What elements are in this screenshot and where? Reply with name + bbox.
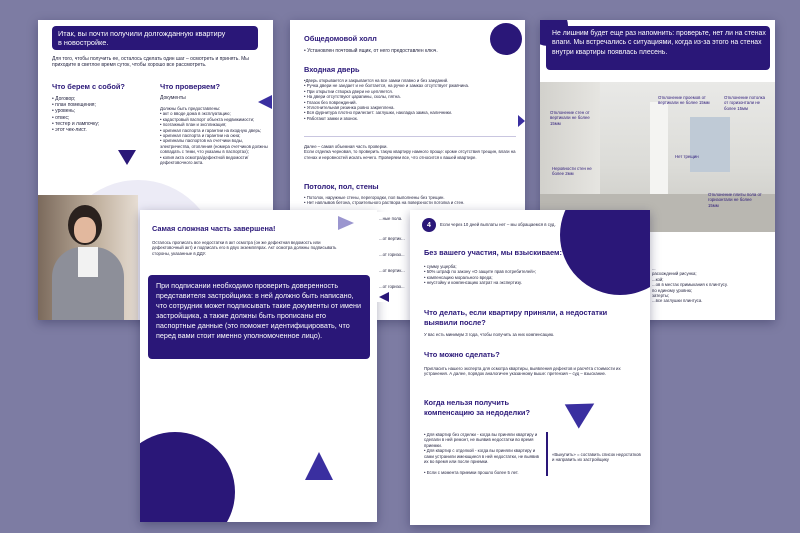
- page-2-title-hall: Общедомовой холл: [304, 34, 377, 43]
- triangle-decoration: [338, 216, 354, 230]
- photo-label: Отклонение стен от вертикали не более 15мм: [550, 110, 590, 126]
- page-5: [410, 210, 650, 525]
- triangle-decoration: [118, 150, 136, 165]
- page-5-list-1: • сумму ущерба; • 50% штраф по закону «О защите прав потребителей»; • компенсацию морального вреда; • неустойку и компенсацию затрат на экспертизу.: [424, 264, 537, 286]
- page-1-right-text: Должны быть предоставлены: • акт о вводе дома в эксплуатацию; • кадастровый паспорт объекта недвижимости; • поэтажный план и экспликация; • оригинал паспорта и гарантии на входную дверь; • оригинал паспорта и гарантии на окна; • оригиналы паспортов на счетчики воды, электричества, отопления (номера счетчиков должны совпадать с теми, что указаны в паспортах); • копия акта осмотра/дефектной ведомости/дефектовочного акта.: [160, 106, 268, 166]
- page-2-ceiling-text: • Потолок, наружные стены, перегородки, пол выполнены без трещин. • Нет наплывов бетона, строительного раствора на поверхности потолка и стен.: [304, 195, 465, 206]
- circle-decoration: [140, 432, 235, 522]
- photo-label: Нет трещин: [675, 154, 699, 159]
- page-5-title-3: Что можно сделать?: [424, 350, 500, 359]
- page-4: [140, 210, 377, 522]
- divider: [304, 136, 516, 137]
- page-1-intro: Для того, чтобы получить ее, осталось сделать один шаг – осмотреть и принять. Мы приходите в светлое время суток, чтобы хорошо все рассмотреть.: [52, 56, 249, 69]
- vertical-divider: [546, 432, 548, 476]
- page-2-hall-text: • Установлен почтовый ящик, от него предоставлен ключ.: [304, 48, 438, 54]
- page-3-header: Не лишним будет еще раз напомнить: проверьте, нет ли на стенах влаги. Мы встречались с ситуациями, когда из-за этого на стенах внутри квартиры появлась плесень.: [546, 26, 770, 70]
- photo-label: Неровности стен не более 2мм: [552, 166, 592, 177]
- page-5-list-4: • Для квартир без отделки - когда вы приняли квартиру и сделали в ней ремонт, не выявив недостатки во время приемки. • Для квартир с отделкой - когда вы приняли квартиру и сами устранили имеющиеся в ней недостатки, не выявив их во время или после приемки. • Если с момента приемки прошло более 5 лет.: [424, 432, 539, 475]
- page-2-title-door: Входная дверь: [304, 65, 360, 74]
- page-1-left-title: Что берем с собой?: [52, 82, 125, 91]
- page-4-title: Самая сложная часть завершена!: [152, 224, 276, 233]
- triangle-decoration: [518, 115, 525, 127]
- triangle-decoration: [379, 292, 389, 302]
- photo-label: Отклонение потолка от горизонтали не более 15мм: [724, 95, 766, 111]
- photo-label: Отклонение проемов от вертикали не более 15мм: [658, 95, 710, 106]
- page-4-text: Осталось прописать все недостатки в акт осмотра (он же дефектная ведомость или дефектовочный акт) и подписать его в двух экземплярах. Акт осмотра должны подписывать стороны, указанные в ДДУ.: [152, 240, 337, 256]
- page-2-next-text: Далее – самая объемная часть проверки. Если отделка черновая, то проверить такую квартиру намного проще: кроме отсутствия трещин, влаги на стенах и неровностей искать нечего. Проверяем все, что относится к вашей квартире.: [304, 144, 516, 160]
- page-2-title-ceiling: Потолок, пол, стены: [304, 182, 379, 191]
- page-2-peek-column: ...ные пола. ...от вертик... ...от горизо... ...от вертик... ...от горизо...: [377, 212, 413, 302]
- page-1-right-sub: Документы: [160, 95, 186, 101]
- page-5-side-note: «Выкупить» = составить список недостатков и направить их застройщику: [552, 452, 641, 463]
- triangle-decoration: [305, 452, 333, 480]
- page-1-header: Итак, вы почти получили долгожданную квартиру в новостройке.: [52, 26, 258, 50]
- page-5-text-3: Пригласить нашего эксперта для осмотра квартиры, выявления дефектов и расчёта стоимости их устранения. А далее, порядок аналогичен указанному выше: претензия – суд – взыскание.: [424, 366, 621, 377]
- photo-label: Отклонение плиты пола от горизонтали не более 15мм: [708, 192, 762, 208]
- triangle-decoration: [258, 95, 272, 109]
- page-5-title-2: Что делать, если квартиру приняли, а недостатки выявили после?: [424, 308, 608, 327]
- page-2-door-text: •Дверь открывается и закрывается на все замки плавно и без заеданий. • Ручка двери не заедает и не болтается, на ручке и замках отсутствует ржавчина. • При открытии створка двери не цепляется. • На двери отсутствуют царапины, сколы, пятна. • Глазок без повреждений. • Уплотнительная резинка ровно закреплена. • Вся фурнитура плотно прилегает: заглушки, накладка замка, наличники. • Работают замки и звонок.: [304, 78, 470, 121]
- woman-photo: [38, 195, 138, 320]
- page-1-right-title: Что проверяем?: [160, 82, 221, 91]
- page-5-title-4: Когда нельзя получить компенсацию за недоделки?: [424, 398, 530, 417]
- page-4-note-box: При подписании необходимо проверить доверенность представителя застройщика: в ней должно быть написано, что сотрудник может подписывать такие документы от имени застройщика, а также должны быть прописаны его паспортные данные (это поможет идентифицировать, что перед вами стоит именно уполномоченное лицо).: [148, 275, 370, 359]
- page-5-num-text: Если через 10 дней выплаты нет – мы обращаемся в суд.: [440, 222, 556, 227]
- page-1-left-list: • Договор; • план помещения; • уровень; • отвес; • тестер и лампочку; • этот чек-лист.: [52, 96, 100, 134]
- step-number-badge: 4: [422, 218, 436, 232]
- page-5-title-1: Без вашего участия, мы взыскиваем:: [424, 248, 562, 257]
- page-5-text-2: У вас есть минимум 3 года, чтобы получить за них компенсацию.: [424, 332, 555, 337]
- triangle-decoration: [565, 391, 602, 428]
- page-3-text: ... расхождений рисунка; ...кой; ...ов в местах примыкания к плинтусу. по единому уровню; затерты; ...все заглушки плинтуса.: [652, 266, 728, 304]
